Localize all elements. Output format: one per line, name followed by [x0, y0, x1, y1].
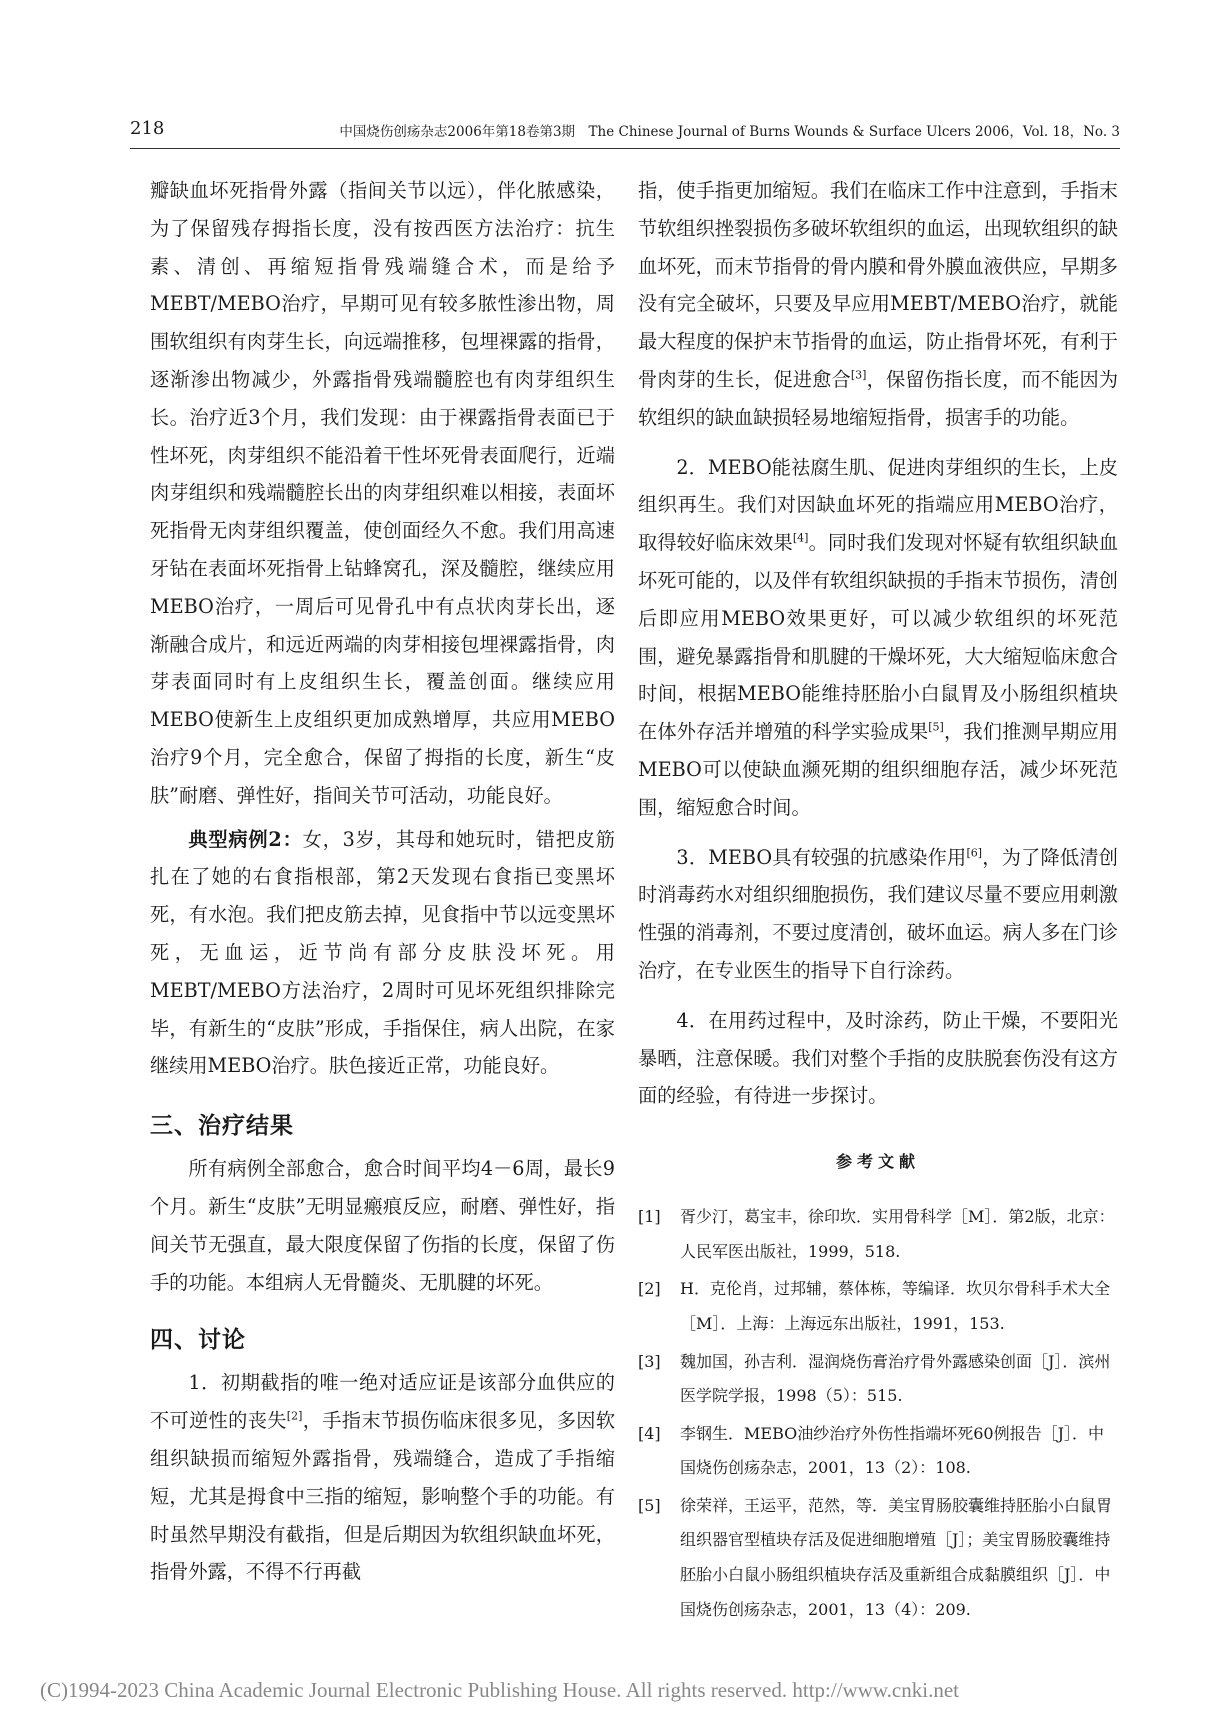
citation-4: [4]: [792, 531, 809, 545]
copyright-footer: (C)1994-2023 China Academic Journal Electronic Publishing House. All rights reserved. http://www.cnki.net: [40, 1678, 959, 1702]
citation-5: [5]: [928, 720, 944, 734]
page-header: [130, 118, 1120, 148]
reference-text: 胥少汀，葛宝丰，徐印坎．实用骨科学［M］．第2版，北京：人民军医出版社，1999，518.: [680, 1207, 1115, 1261]
d2-text-continued: 。同时我们发现对怀疑有软组织缺血坏死可能的，以及伴有软组织缺损的手指末节损伤，清创后即应用MEBO效果更好，可以减少软组织的坏死范围，避免暴露指骨和肌腱的干燥坏死，大大缩短临床愈合时间，根据MEBO能维持胚胎小白鼠胃及小肠组织植块在体外存活并增殖的科学实验成果: [638, 531, 1119, 744]
reference-number: [5]: [638, 1495, 661, 1515]
running-head: 中国烧伤创疡杂志2006年第18卷第3期 The Chinese Journal of Burns Wounds & Surface Ulcers 2006，Vol. 18，No. 3: [339, 124, 1120, 140]
results-paragraph: 所有病例全部愈合，愈合时间平均4－6周，最长9个月。新生“皮肤”无明显瘢痕反应，耐磨、弹性好，指间关节无强直，最大限度保留了伤指的长度，保留了伤手的功能。本组病人无骨髓炎、无肌腱的坏死。: [150, 1157, 615, 1294]
discussion-point-4: 4．在用药过程中，及时涂药，防止干燥，不要阳光暴晒，注意保暖。我们对整个手指的皮肤脱套伤没有这方面的经验，有待进一步探讨。: [638, 1008, 1118, 1108]
d2-text: 2．MEBO能祛腐生肌、促进肉芽组织的生长，上皮组织再生。我们对因缺血坏死的指端应用MEBO治疗，取得较好临床效果: [638, 455, 1118, 555]
discussion-point-2: [638, 449, 1118, 827]
reference-number: [4]: [638, 1423, 661, 1443]
page-number: 218: [130, 118, 165, 139]
right-column: [638, 172, 1118, 1630]
citation-2: [2]: [286, 1409, 303, 1423]
reference-text: 魏加国，孙吉利．湿润烧伤膏治疗骨外露感染创面［J］．滨州医学院学报，1998（5）：515.: [680, 1351, 1111, 1406]
d2-text-end: ，我们推测早期应用MEBO可以使缺血濒死期的组织细胞存活，减少坏死范围，缩短愈合时间。: [638, 720, 1119, 819]
discussion-point-3: [638, 839, 1118, 990]
reference-item: [638, 1200, 1118, 1269]
citation-6: [6]: [966, 846, 983, 860]
d1-text-continued: ，手指末节损伤临床很多见，多因软组织缺损而缩短外露指骨，残端缝合，造成了手指缩短，尤其是拇食中三指的缩短，影响整个手的功能。有时虽然早期没有截指，但是后期因为软组织缺血坏死，指骨外露，不得不行再截: [150, 1409, 616, 1584]
case2-paragraph: [150, 821, 615, 1086]
discussion-point-1-continued: [638, 172, 1118, 437]
p1-text-continued: ，保留伤指长度，而不能因为软组织的缺血缺损轻易地缩短指骨，损害手的功能。: [638, 367, 1119, 429]
section3-heading: 三、治疗结果: [150, 1113, 294, 1140]
reference-text: 徐荣祥，王运平，范然，等．美宝胃肠胶囊维持胚胎小白鼠胃组织器官型植块存活及促进细胞增殖［J］；美宝胃肠胶囊维持胚胎小白鼠小肠组织植块存活及重新组合成黏膜组织［J］．中国烧伤创疡杂志，2001，13（4）：209.: [680, 1495, 1113, 1619]
reference-item: [638, 1272, 1118, 1341]
reference-item: [638, 1489, 1118, 1627]
section4-heading: 四、讨论: [150, 1327, 246, 1354]
d3-text-continued: ，为了降低清创时消毒药水对组织细胞损伤，我们建议尽量不要应用刺激性强的消毒剂，不要过度清创，破坏血运。病人多在门诊治疗，在专业医生的指导下自行涂药。: [638, 845, 1118, 982]
reference-item: [638, 1417, 1118, 1486]
case2-text: 女，3岁，其母和她玩时，错把皮筋扎在了她的右食指根部，第2天发现右食指已变黑坏死，有水泡。我们把皮筋去掉，见食指中节以远变黑坏死，无血运，近节尚有部分皮肤没坏死。用MEBT/MEBO方法治疗，2周时可见坏死组织排除完毕，有新生的“皮肤”形成，手指保住，病人出院，在家继续用MEBO治疗。肤色接近正常，功能良好。: [150, 827, 615, 1078]
reference-number: [2]: [638, 1279, 661, 1299]
citation-3: [3]: [850, 368, 867, 382]
reference-item: [638, 1345, 1118, 1414]
case2-lead: 典型病例2：: [188, 827, 303, 851]
reference-number: [1]: [638, 1207, 661, 1227]
reference-text: 李钢生．MEBO油纱治疗外伤性指端坏死60例报告［J］．中国烧伤创疡杂志，2001，13（2）：108.: [680, 1423, 1105, 1478]
left-column: [150, 172, 615, 1591]
d3-text: 3．MEBO具有较强的抗感染作用: [676, 845, 967, 869]
reference-number: [3]: [638, 1351, 661, 1371]
references-list: [638, 1200, 1118, 1627]
header-rule: [130, 148, 1120, 149]
d1-text: 1．初期截指的唯一绝对适应证是该部分血供应的不可逆性的丧失: [150, 1371, 615, 1433]
reference-text: H．克伦肖，过邦辅，蔡体栋，等编译．坎贝尔骨科手术大全［M］．上海：上海远东出版社，1991，153.: [680, 1279, 1110, 1333]
references-heading: 参考文献: [835, 1152, 920, 1172]
discussion-point-1: [150, 1364, 615, 1591]
case1-continued-paragraph: 瓣缺血坏死指骨外露（指间关节以远），伴化脓感染，为了保留残存拇指长度，没有按西医方法治疗：抗生素、清创、再缩短指骨残端缝合术，而是给予MEBT/MEBO治疗，早期可见有较多脓性渗出物，周围软组织有肉芽生长，向远端推移，包埋裸露的指骨，逐渐渗出物减少，外露指骨残端髓腔也有肉芽组织生长。治疗近3个月，我们发现：由于裸露指骨表面已于性坏死，肉芽组织不能沿着干性坏死骨表面爬行，近端肉芽组织和残端髓腔长出的肉芽组织难以相接，表面坏死指骨无肉芽组织覆盖，使创面经久不愈。我们用高速牙钻在表面坏死指骨上钻蜂窝孔，深及髓腔，继续应用MEBO治疗，一周后可见骨孔中有点状肉芽长出，逐渐融合成片，和远近两端的肉芽相接包埋裸露指骨，肉芽表面同时有上皮组织生长，覆盖创面。继续应用MEBO使新生上皮组织更加成熟增厚，共应用MEBO治疗9个月，完全愈合，保留了拇指的长度，新生“皮肤”耐磨、弹性好，指间关节可活动，功能良好。: [150, 179, 615, 807]
p1-text: 指，使手指更加缩短。我们在临床工作中注意到，手指末节软组织挫裂损伤多破坏软组织的血运，出现软组织的缺血坏死，而末节指骨的骨内膜和骨外膜血液供应，早期多没有完全破坏，只要及早应用MEBT/MEBO治疗，就能最大程度的保护末节指骨的血运，防止指骨坏死，有利于骨肉芽的生长，促进愈合: [638, 179, 1118, 391]
